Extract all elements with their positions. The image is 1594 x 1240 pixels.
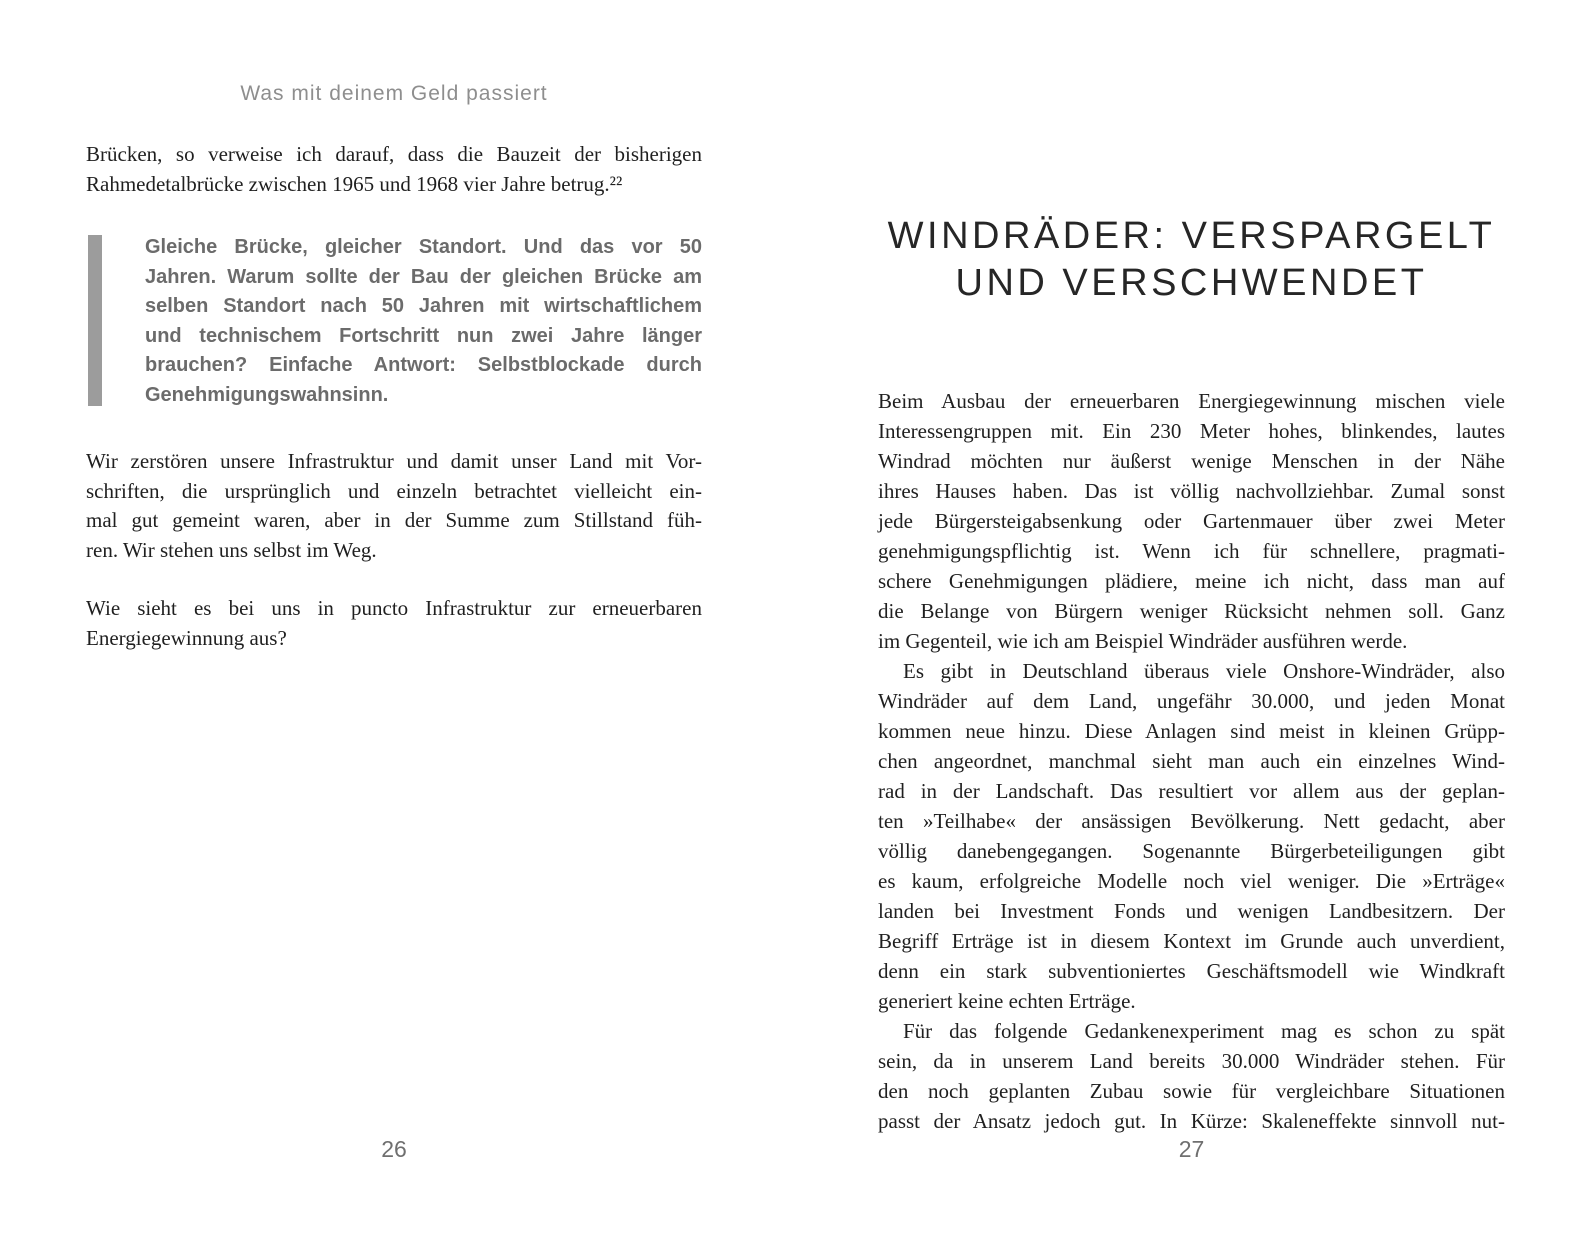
text-line: schere Genehmigungen plädiere, meine ich nicht, dass man auf bbox=[878, 569, 1505, 593]
text-line: Es gibt in Deutschland überaus viele Onshore-Windräder, also bbox=[903, 659, 1505, 683]
body-paragraph bbox=[878, 386, 1505, 656]
text-line: Genehmigungswahnsinn. bbox=[145, 383, 389, 406]
text-line: brauchen? Einfache Antwort: Selbstblockade durch bbox=[145, 354, 702, 376]
quote-bar bbox=[88, 235, 102, 406]
pull-quote bbox=[88, 233, 702, 410]
text-line: Energiegewinnung aus? bbox=[86, 625, 287, 650]
text-line: ren. Wir stehen uns selbst im Weg. bbox=[86, 537, 377, 562]
body-paragraph bbox=[878, 1016, 1505, 1136]
page-number-left: 26 bbox=[381, 1136, 407, 1162]
text-line: Wie sieht es bei uns in puncto Infrastruktur zur erneuerbaren bbox=[86, 596, 702, 620]
text-line: selben Standort nach 50 Jahren mit wirtschaftlichem bbox=[145, 295, 702, 317]
text-line: ten »Teilhabe« der ansässigen Bevölkerung. Nett gedacht, aber bbox=[878, 809, 1505, 833]
page-number-right: 27 bbox=[1178, 1136, 1205, 1162]
text-line: kommen neue hinzu. Diese Anlagen sind meist in kleinen Grüpp- bbox=[878, 719, 1505, 743]
body-paragraph bbox=[86, 447, 702, 565]
text-line: Gleiche Brücke, gleicher Standort. Und das vor 50 bbox=[145, 236, 702, 258]
text-line: Windrad möchten nur äußerst wenige Menschen in der Nähe bbox=[878, 449, 1505, 473]
body-paragraph bbox=[878, 656, 1505, 1016]
text-line: Jahren. Warum sollte der Bau der gleichen Brücke am bbox=[145, 265, 702, 288]
text-line: Wir zerstören unsere Infrastruktur und damit unser Land mit Vor- bbox=[86, 449, 702, 473]
text-line: völlig danebengegangen. Sogenannte Bürgerbeteiligungen gibt bbox=[878, 839, 1505, 863]
body-paragraph bbox=[86, 594, 702, 653]
text-line: Beim Ausbau der erneuerbaren Energiegewinnung mischen viele bbox=[878, 389, 1505, 413]
text-line: genehmigungspflichtig ist. Wenn ich für schnellere, pragmati- bbox=[878, 539, 1505, 563]
text-line: ihres Hauses haben. Das ist völlig nachvollziehbar. Zumal sonst bbox=[878, 479, 1505, 503]
body-paragraph bbox=[86, 140, 702, 199]
text-line: und technischem Fortschritt nun zwei Jahre länger bbox=[145, 324, 702, 347]
chapter-title-line-2: UND VERSCHWENDET bbox=[955, 262, 1428, 304]
text-line: im Gegenteil, wie ich am Beispiel Windräder ausführen werde. bbox=[878, 629, 1408, 653]
chapter-title bbox=[858, 213, 1525, 307]
text-line: Brücken, so verweise ich darauf, dass die Bauzeit der bisherigen bbox=[86, 142, 702, 166]
text-line: Windräder auf dem Land, ungefähr 30.000, und jeden Monat bbox=[878, 689, 1505, 713]
text-line: generiert keine echten Erträge. bbox=[878, 989, 1136, 1013]
text-line: jede Bürgersteigabsenkung oder Gartenmauer über zwei Meter bbox=[878, 509, 1505, 533]
text-line: passt der Ansatz jedoch gut. In Kürze: Skaleneffekte sinnvoll nut- bbox=[878, 1109, 1505, 1133]
text-line: Begriff Erträge ist in diesem Kontext im Grunde auch unverdient, bbox=[878, 929, 1505, 953]
text-line: sein, da in unserem Land bereits 30.000 Windräder stehen. Für bbox=[878, 1049, 1505, 1073]
text-line: rad in der Landschaft. Das resultiert vor allem aus der geplan- bbox=[878, 779, 1505, 803]
text-line: schriften, die ursprünglich und einzeln betrachtet vielleicht ein- bbox=[86, 478, 702, 503]
text-line: Für das folgende Gedankenexperiment mag es schon zu spät bbox=[903, 1019, 1505, 1043]
text-line: den noch geplanten Zubau sowie für vergleichbare Situationen bbox=[878, 1079, 1505, 1103]
text-line: Rahmedetalbrücke zwischen 1965 und 1968 vier Jahre betrug.²² bbox=[86, 171, 623, 196]
chapter-title-line-1: WINDRÄDER: VERSPARGELT bbox=[887, 215, 1496, 257]
running-header: Was mit deinem Geld passiert bbox=[240, 82, 548, 105]
text-line: mal gut gemeint waren, aber in der Summe zum Stillstand füh- bbox=[86, 508, 702, 532]
text-line: denn ein stark subventioniertes Geschäftsmodell wie Windkraft bbox=[878, 959, 1505, 983]
quote-text bbox=[145, 233, 702, 410]
text-line: chen angeordnet, manchmal sieht man auch ein einzelnes Wind- bbox=[878, 749, 1505, 773]
text-line: landen bei Investment Fonds und wenigen Landbesitzern. Der bbox=[878, 899, 1505, 923]
text-line: die Belange von Bürgern weniger Rücksicht nehmen soll. Ganz bbox=[878, 599, 1505, 623]
text-line: es kaum, erfolgreiche Modelle noch viel weniger. Die »Erträge« bbox=[878, 869, 1505, 893]
text-line: Interessengruppen mit. Ein 230 Meter hohes, blinkendes, lautes bbox=[878, 419, 1505, 443]
